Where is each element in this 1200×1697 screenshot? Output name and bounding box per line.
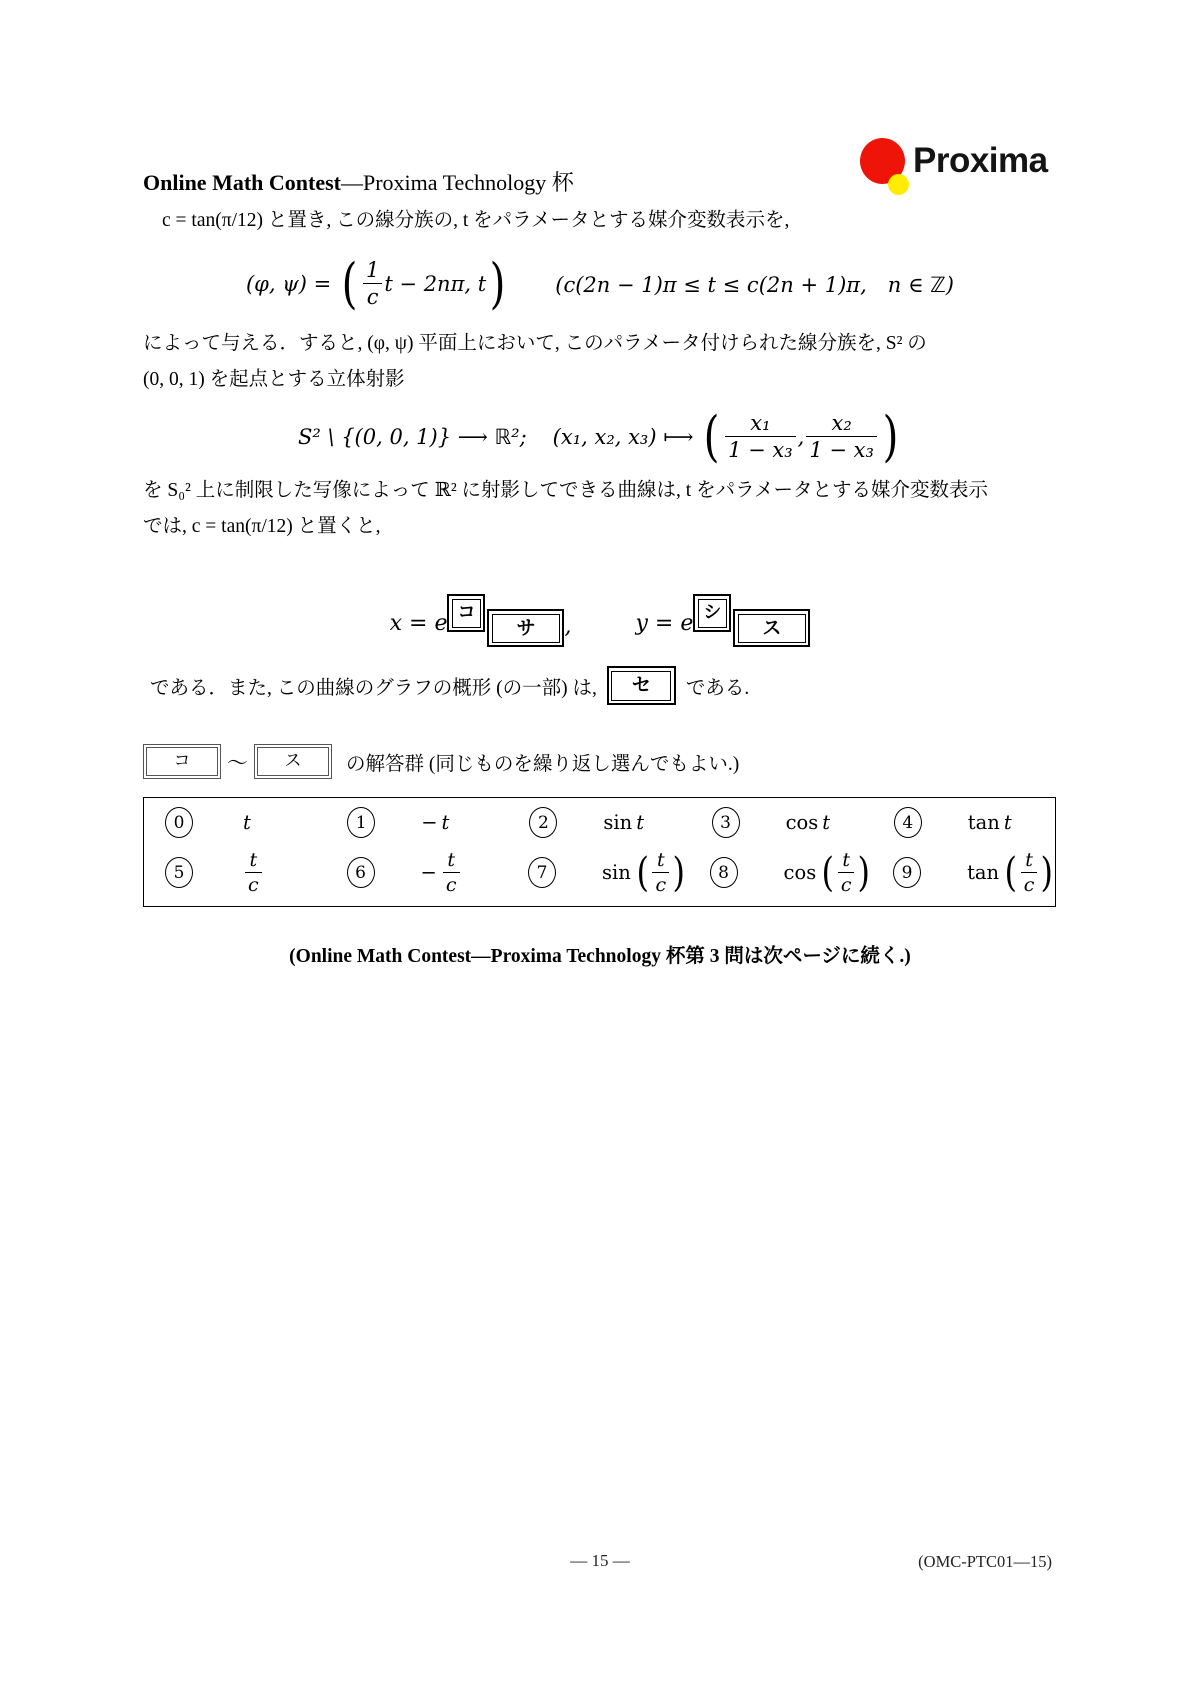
circled-digit: 9 bbox=[893, 857, 921, 888]
equation-parametrization: (φ, ψ) = ( $\frac{1}{c}$ t − 2nπ, t ) (c(2n − 1)π ≤ t ≤ c(2n + 1)π, n ∈ ℤ) bbox=[245, 252, 954, 315]
circled-digit: 2 bbox=[529, 807, 557, 838]
circled-digit: 0 bbox=[165, 807, 193, 838]
eq2-lhs: S² \ {(0, 0, 1)} ⟶ ℝ²; bbox=[297, 425, 527, 449]
continuation-note: (Online Math Contest—Proxima Technology 杯第 3 問は次ページに続く.) bbox=[289, 946, 911, 967]
option-1: 1 − t bbox=[326, 807, 508, 838]
page-number: — 15 — bbox=[570, 1551, 630, 1570]
circled-digit: 7 bbox=[528, 857, 556, 888]
options-row-2 bbox=[144, 849, 1055, 897]
eq1-fraction: $\frac{1}{c}$ bbox=[363, 258, 382, 310]
option-9: 9 tan ( $\frac{t}{c}$ ) bbox=[872, 849, 1055, 897]
option-7: 7 sin ( $\frac{t}{c}$ ) bbox=[507, 849, 689, 897]
eq3-x-lhs: x = e bbox=[389, 611, 448, 636]
eq3-comma: , bbox=[564, 614, 572, 639]
eq3-y-lhs: y = e bbox=[635, 611, 694, 636]
eq1-lhs: (φ, ψ) = bbox=[245, 272, 332, 296]
answer-options-table bbox=[143, 797, 1056, 907]
option-2: 2 sin t bbox=[508, 807, 690, 838]
options-row-1 bbox=[144, 807, 1055, 838]
circled-digit: 3 bbox=[712, 807, 740, 838]
option-4: 4 tan t bbox=[873, 807, 1055, 838]
document-code: (OMC-PTC01—15) bbox=[918, 1552, 1052, 1571]
circled-digit: 1 bbox=[347, 807, 375, 838]
option-0: 0 t bbox=[144, 807, 326, 838]
answer-box-ko: コ bbox=[447, 594, 485, 632]
circled-digit: 6 bbox=[347, 857, 375, 888]
equation-stereographic-projection: S² \ {(0, 0, 1)} ⟶ ℝ²; (x₁, x₂, x₃) ⟼ ( $\frac{\text{x₁}}{\text{1 − x₃}}$ , $\frac{\text{x₂}}{\text{1 − x₃}}$ ) bbox=[297, 405, 899, 468]
paragraph-graph-after: である. bbox=[685, 677, 750, 699]
eq2-comma: , bbox=[797, 425, 805, 449]
proxima-logo bbox=[856, 136, 1066, 188]
page-title-rest: —Proxima Technology 杯 bbox=[341, 170, 574, 195]
answer-box-se: セ bbox=[607, 666, 676, 705]
circled-digit: 5 bbox=[165, 857, 193, 888]
answer-box-shi: シ bbox=[693, 594, 731, 632]
intro-paragraph: c = tan(π/12) と置き, この線分族の, t をパラメータとする媒介変数表示を, bbox=[162, 210, 790, 231]
eq2-fraction-2: $\frac{\text{x₂}}{\text{1 − x₃}}$ bbox=[806, 411, 877, 463]
eq1-constraint: (c(2n − 1)π ≤ t ≤ c(2n + 1)π, n ∈ ℤ) bbox=[555, 273, 954, 297]
answer-box-su: ス bbox=[733, 609, 810, 647]
tilde-separator: 〜 bbox=[227, 750, 248, 775]
option-5: 5 $\frac{t}{c}$ bbox=[144, 849, 326, 897]
answer-ref-box-ko: コ bbox=[143, 744, 221, 779]
eq1-body: t − 2nπ, t bbox=[384, 272, 487, 296]
paragraph-graph-before: である．また, この曲線のグラフの概形 (の一部) は, bbox=[150, 677, 597, 699]
circled-digit: 4 bbox=[894, 807, 922, 838]
paragraph-plane-line2: (0, 0, 1) を起点とする立体射影 bbox=[143, 369, 405, 390]
page-title bbox=[143, 168, 574, 198]
answer-group-label: の解答群 (同じものを繰り返し選んでもよい.) bbox=[346, 753, 740, 775]
paragraph-restriction-line1: を S₀² 上に制限した写像によって ℝ² に射影してできる曲線は, t をパラメータとする媒介変数表示 bbox=[143, 480, 988, 501]
equation-xy-answer-boxes bbox=[0, 594, 1200, 647]
paragraph-plane-line1: によって与える．すると, (φ, ψ) 平面上において, このパラメータ付けられた線分族を, S² の bbox=[143, 333, 927, 354]
eq2-fraction-1: $\frac{\text{x₁}}{\text{1 − x₃}}$ bbox=[725, 411, 796, 463]
logo-yellow-circle-icon bbox=[888, 174, 909, 195]
circled-digit: 8 bbox=[710, 857, 738, 888]
paragraph-graph-shape bbox=[150, 666, 749, 705]
option-8: 8 cos ( $\frac{t}{c}$ ) bbox=[689, 849, 873, 897]
option-3: 3 cos t bbox=[691, 807, 873, 838]
answer-ref-box-su: ス bbox=[254, 744, 332, 779]
paragraph-restriction-line2: では, c = tan(π/12) と置くと, bbox=[143, 516, 381, 537]
eq2-mid: (x₁, x₂, x₃) ⟼ bbox=[552, 425, 694, 449]
logo-brand-text: Proxima bbox=[913, 141, 1048, 180]
page-title-bold: Online Math Contest bbox=[143, 170, 341, 195]
option-6: 6 − $\frac{t}{c}$ bbox=[326, 849, 508, 897]
answer-group-header bbox=[143, 744, 739, 779]
answer-box-sa: サ bbox=[487, 609, 564, 647]
